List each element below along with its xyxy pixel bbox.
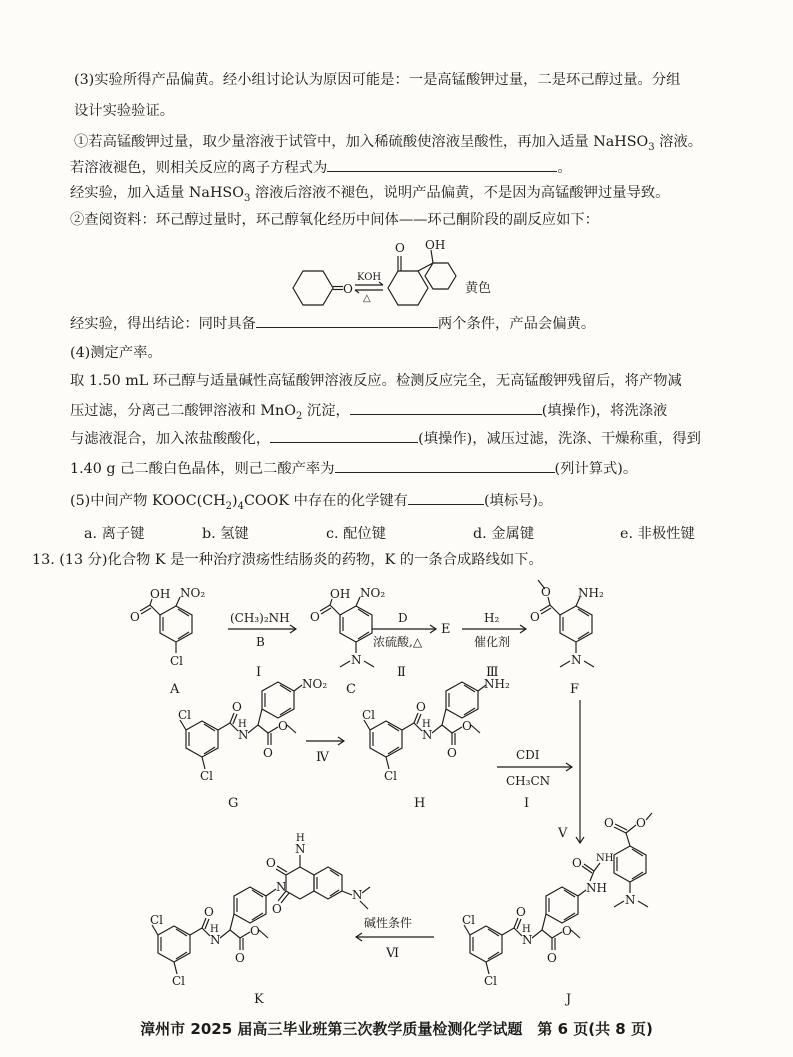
hydroxyl-label: OH <box>425 238 446 252</box>
svg-text:CH₃CN: CH₃CN <box>506 774 551 788</box>
svg-text:O: O <box>130 610 140 624</box>
svg-text:O: O <box>278 719 288 733</box>
svg-text:Cl: Cl <box>150 913 164 927</box>
svg-text:O: O <box>462 719 472 733</box>
svg-text:D: D <box>398 611 408 625</box>
svg-text:O: O <box>604 816 614 830</box>
svg-text:Ⅳ: Ⅳ <box>316 750 329 765</box>
label-f: F <box>570 682 580 697</box>
svg-text:碱性条件: 碱性条件 <box>364 916 413 930</box>
svg-text:Cl: Cl <box>384 769 398 783</box>
svg-text:Ⅵ: Ⅵ <box>386 946 400 961</box>
svg-text:Ⅱ: Ⅱ <box>397 665 406 680</box>
svg-text:NO₂: NO₂ <box>302 677 328 691</box>
svg-text:Cl: Cl <box>172 974 186 988</box>
svg-text:催化剂: 催化剂 <box>474 635 511 649</box>
label-c: C <box>346 682 356 697</box>
svg-text:Ⅰ: Ⅰ <box>524 796 530 811</box>
q12-p4-line4: 1.40 g 己二酸白色晶体，则己二酸产率为 (列计算式)。 <box>70 458 637 479</box>
q12-p4-line3: 与滤液混合，加入浓盐酸酸化， (填操作)，减压过滤，洗涤、干燥称重，得到 <box>70 428 701 449</box>
svg-text:N: N <box>276 880 287 894</box>
q12-p3-line1: (3)实验所得产品偏黄。经小组讨论认为原因可能是：一是高锰酸钾过量，二是环己醇过量。分组 <box>74 72 681 88</box>
q12-p4-line1: 取 1.50 mL 环己醇与适量碱性高锰酸钾溶液反应。检测反应完全，无高锰酸钾残留后，将产物减 <box>70 373 682 389</box>
svg-text:O: O <box>266 856 276 870</box>
compound-h <box>362 677 510 811</box>
svg-text:H: H <box>296 833 305 844</box>
q12-p3-line2: 设计实验验证。 <box>74 103 175 119</box>
svg-text:Cl: Cl <box>170 654 184 668</box>
q12-p4-title: (4)测定产率。 <box>70 345 162 361</box>
svg-text:Ⅲ: Ⅲ <box>486 665 499 680</box>
svg-text:O: O <box>232 700 242 714</box>
option-c: c. 配位键 <box>326 526 386 542</box>
q12-p4-line2: 压过滤，分离己二酸钾溶液和 MnO$_2$ 沉淀， (填操作)，将洗涤液 <box>70 400 667 427</box>
svg-text:Cl: Cl <box>362 708 376 722</box>
svg-text:(CH₃)₂NH: (CH₃)₂NH <box>230 611 290 625</box>
label-g: G <box>228 796 239 811</box>
svg-text:CDI: CDI <box>516 748 540 762</box>
svg-text:N: N <box>210 933 221 947</box>
svg-text:O: O <box>636 816 646 830</box>
svg-text:Cl: Cl <box>484 974 498 988</box>
svg-text:O: O <box>562 924 572 938</box>
yellow-label: 黄色 <box>465 281 492 296</box>
svg-text:B: B <box>256 635 265 649</box>
svg-text:NO₂: NO₂ <box>360 586 386 600</box>
svg-text:H: H <box>522 924 531 935</box>
svg-text:Cl: Cl <box>200 769 214 783</box>
svg-text:Ⅴ: Ⅴ <box>558 826 568 841</box>
svg-text:N: N <box>422 728 433 742</box>
delta-label: △ <box>363 293 371 304</box>
svg-text:NH: NH <box>586 881 607 895</box>
svg-text:N: N <box>522 933 533 947</box>
svg-text:O: O <box>263 746 273 760</box>
option-d: d. 金属键 <box>473 526 535 542</box>
svg-text:O: O <box>516 905 526 919</box>
compound-a <box>130 586 205 697</box>
svg-text:Cl: Cl <box>178 708 192 722</box>
option-e: e. 非极性键 <box>620 526 695 542</box>
answer-blank-operation-1[interactable] <box>350 400 542 415</box>
svg-text:N: N <box>625 893 636 907</box>
svg-text:O: O <box>547 951 557 965</box>
q12-p3-sub1: ①若高锰酸钾过量，取少量溶液于试管中，加入稀硫酸使溶液呈酸性，再加入适量 NaHSO$_3$ 溶液。 <box>74 134 703 153</box>
svg-text:N: N <box>571 653 582 667</box>
q13-intro: 13. (13 分)化合物 K 是一种治疗溃疡性结肠炎的药物，K 的一条合成路线如下。 <box>32 552 543 568</box>
svg-text:O: O <box>416 700 426 714</box>
svg-text:O: O <box>541 585 551 599</box>
svg-text:O: O <box>235 951 245 965</box>
compound-g <box>178 677 327 811</box>
compound-j <box>462 813 652 1007</box>
ketone-oxygen: O <box>395 241 405 255</box>
answer-blank-conditions[interactable] <box>256 313 438 328</box>
svg-text:NH₂: NH₂ <box>578 586 604 600</box>
page-footer: 漳州市 2025 届高三毕业班第三次教学质量检测化学试题 第 6 页(共 8 页) <box>140 1020 653 1038</box>
cyclohexanone-ring <box>388 271 428 305</box>
answer-blank-bonds[interactable] <box>408 490 484 505</box>
svg-text:O: O <box>530 610 540 624</box>
q12-p3-sub2: ②查阅资料：环己醇过量时，环己醇氧化经历中间体——环己酮阶段的副反应如下： <box>70 212 599 228</box>
answer-blank-equation[interactable] <box>327 157 557 172</box>
label-j: J <box>566 992 572 1007</box>
svg-text:NH: NH <box>596 853 614 864</box>
svg-text:Cl: Cl <box>462 913 476 927</box>
answer-blank-yield[interactable] <box>335 458 555 473</box>
svg-text:NH₂: NH₂ <box>484 677 510 691</box>
svg-text:O: O <box>272 902 282 916</box>
q12-p5: (5)中间产物 $KOOC(CH_2)_4COOK$ 中存在的化学键有 (填标号)。 <box>70 490 552 517</box>
svg-text:H: H <box>210 924 219 935</box>
label-a: A <box>170 682 180 697</box>
svg-text:OH: OH <box>150 587 171 601</box>
label-k: K <box>254 992 264 1007</box>
label-h: H <box>414 796 426 811</box>
svg-text:N: N <box>351 653 362 667</box>
compound-f <box>530 580 604 697</box>
svg-text:浓硫酸,△: 浓硫酸,△ <box>373 635 423 649</box>
svg-text:NO₂: NO₂ <box>180 586 206 600</box>
cyclohexane-ring <box>293 271 333 305</box>
svg-text:O: O <box>310 610 320 624</box>
svg-text:O: O <box>447 746 457 760</box>
side-reaction-scheme <box>285 238 515 314</box>
svg-text:H: H <box>422 719 431 730</box>
label-e: E <box>441 622 451 637</box>
svg-text:OH: OH <box>330 587 351 601</box>
svg-text:Ⅰ: Ⅰ <box>256 665 262 680</box>
svg-text:N: N <box>238 728 249 742</box>
koh-label: KOH <box>357 272 382 283</box>
svg-text:O: O <box>572 856 582 870</box>
cyclohexanol-ring <box>425 263 456 289</box>
oxygen-atom: O <box>343 282 353 296</box>
answer-blank-operation-2[interactable] <box>270 428 418 443</box>
svg-text:N: N <box>295 842 306 856</box>
q12-p3-sub1-equation: 若溶液褪色，则相关反应的离子方程式为 。 <box>70 157 572 178</box>
q12-p3-conclusion: 经实验，得出结论：同时具备 两个条件，产品会偏黄。 <box>70 313 595 334</box>
q12-p3-sub1-result: 经实验，加入适量 NaHSO$_3$ 溶液后溶液不褪色，说明产品偏黄，不是因为高锰酸钾过量导致。 <box>70 185 670 204</box>
option-a: a. 离子键 <box>84 526 145 542</box>
svg-text:H: H <box>238 719 247 730</box>
svg-text:O: O <box>204 905 214 919</box>
compound-k <box>150 833 370 1007</box>
svg-text:N: N <box>352 888 363 902</box>
svg-text:O: O <box>250 924 260 938</box>
svg-text:H₂: H₂ <box>484 611 500 625</box>
option-b: b. 氢键 <box>202 526 249 542</box>
synthesis-route <box>0 575 793 1015</box>
